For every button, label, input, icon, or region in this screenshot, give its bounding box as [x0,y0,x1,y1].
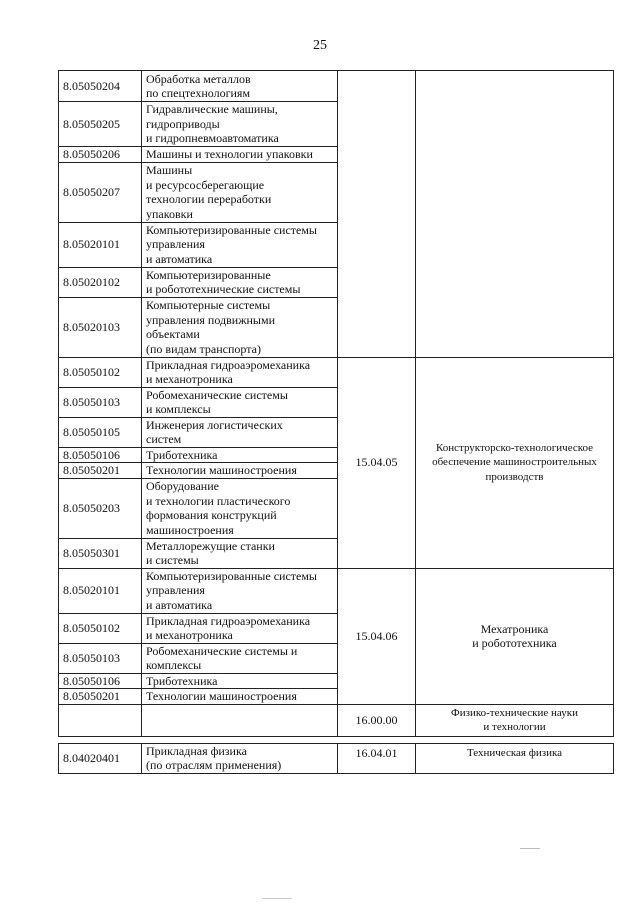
program-code: 8.05050205 [59,102,142,147]
program-name: Обработка металлов по спецтехнологиям [142,71,338,102]
specialty-name: Конструкторско-технологическое обеспечение машиностроительных производств [416,357,614,568]
program-code: 8.05050206 [59,147,142,163]
program-name: Компьютеризированные системы управления и автоматика [142,222,338,267]
specialty-code [338,71,416,358]
table-row [59,704,614,736]
program-name: Компьютеризированные и робототехнические системы [142,267,338,297]
program-code: 8.05020102 [59,267,142,297]
program-code: 8.05050201 [59,463,142,479]
program-name: Компьютеризированные системы управления и автоматика [142,568,338,613]
program-name: Прикладная гидроаэромеханика и механотроника [142,613,338,643]
program-name: Робомеханические системы и комплексы [142,643,338,673]
table-body [59,71,614,774]
specialty-code: 15.04.05 [338,357,416,568]
program-code: 8.05020101 [59,568,142,613]
program-code: 8.05050102 [59,357,142,387]
program-name: Гидравлические машины, гидроприводы и гидропневмоавтоматика [142,102,338,147]
program-name: Триботехника [142,447,338,463]
table-row [59,357,614,387]
scan-artifact [520,848,540,849]
specialty-code: 15.04.06 [338,568,416,704]
table-gap [59,736,614,743]
program-name: Машины и ресурсосберегающие технологии переработки упаковки [142,162,338,222]
program-name: Машины и технологии упаковки [142,147,338,163]
specialty-name: Физико-технические науки и технологии [416,704,614,736]
program-code: 8.05050301 [59,538,142,568]
program-name: Прикладная физика (по отраслям применения) [142,743,338,773]
program-code: 8.05020101 [59,222,142,267]
specialty-name: Техническая физика [416,743,614,773]
program-code: 8.04020401 [59,743,142,773]
program-name: Оборудование и технологии пластического формования конструкций машиностроения [142,478,338,538]
table-row [59,743,614,773]
program-code: 8.05050106 [59,673,142,689]
program-name: Триботехника [142,673,338,689]
table-row [59,71,614,102]
program-code: 8.05050203 [59,478,142,538]
program-code: 8.05050103 [59,643,142,673]
program-name: Робомеханические системы и комплексы [142,387,338,417]
program-code: 8.05050102 [59,613,142,643]
specialty-correspondence-table [58,70,614,774]
specialty-name: Мехатроника и робототехника [416,568,614,704]
specialty-code: 16.04.01 [338,743,416,773]
program-code: 8.05050204 [59,71,142,102]
program-name: Технологии машиностроения [142,689,338,705]
program-name [142,704,338,736]
scan-artifact [262,898,292,899]
program-name: Инженерия логистических систем [142,417,338,447]
specialty-code: 16.00.00 [338,704,416,736]
table-row [59,568,614,613]
program-code: 8.05050103 [59,387,142,417]
program-name: Металлорежущие станки и системы [142,538,338,568]
page-number: 25 [313,38,327,53]
program-code: 8.05050201 [59,689,142,705]
program-code: 8.05050105 [59,417,142,447]
program-code: 8.05050207 [59,162,142,222]
program-name: Технологии машиностроения [142,463,338,479]
program-code: 8.05020103 [59,297,142,357]
program-name: Прикладная гидроаэромеханика и механотроника [142,357,338,387]
program-code: 8.05050106 [59,447,142,463]
specialty-name [416,71,614,358]
program-name: Компьютерные системы управления подвижными объектами (по видам транспорта) [142,297,338,357]
program-code [59,704,142,736]
